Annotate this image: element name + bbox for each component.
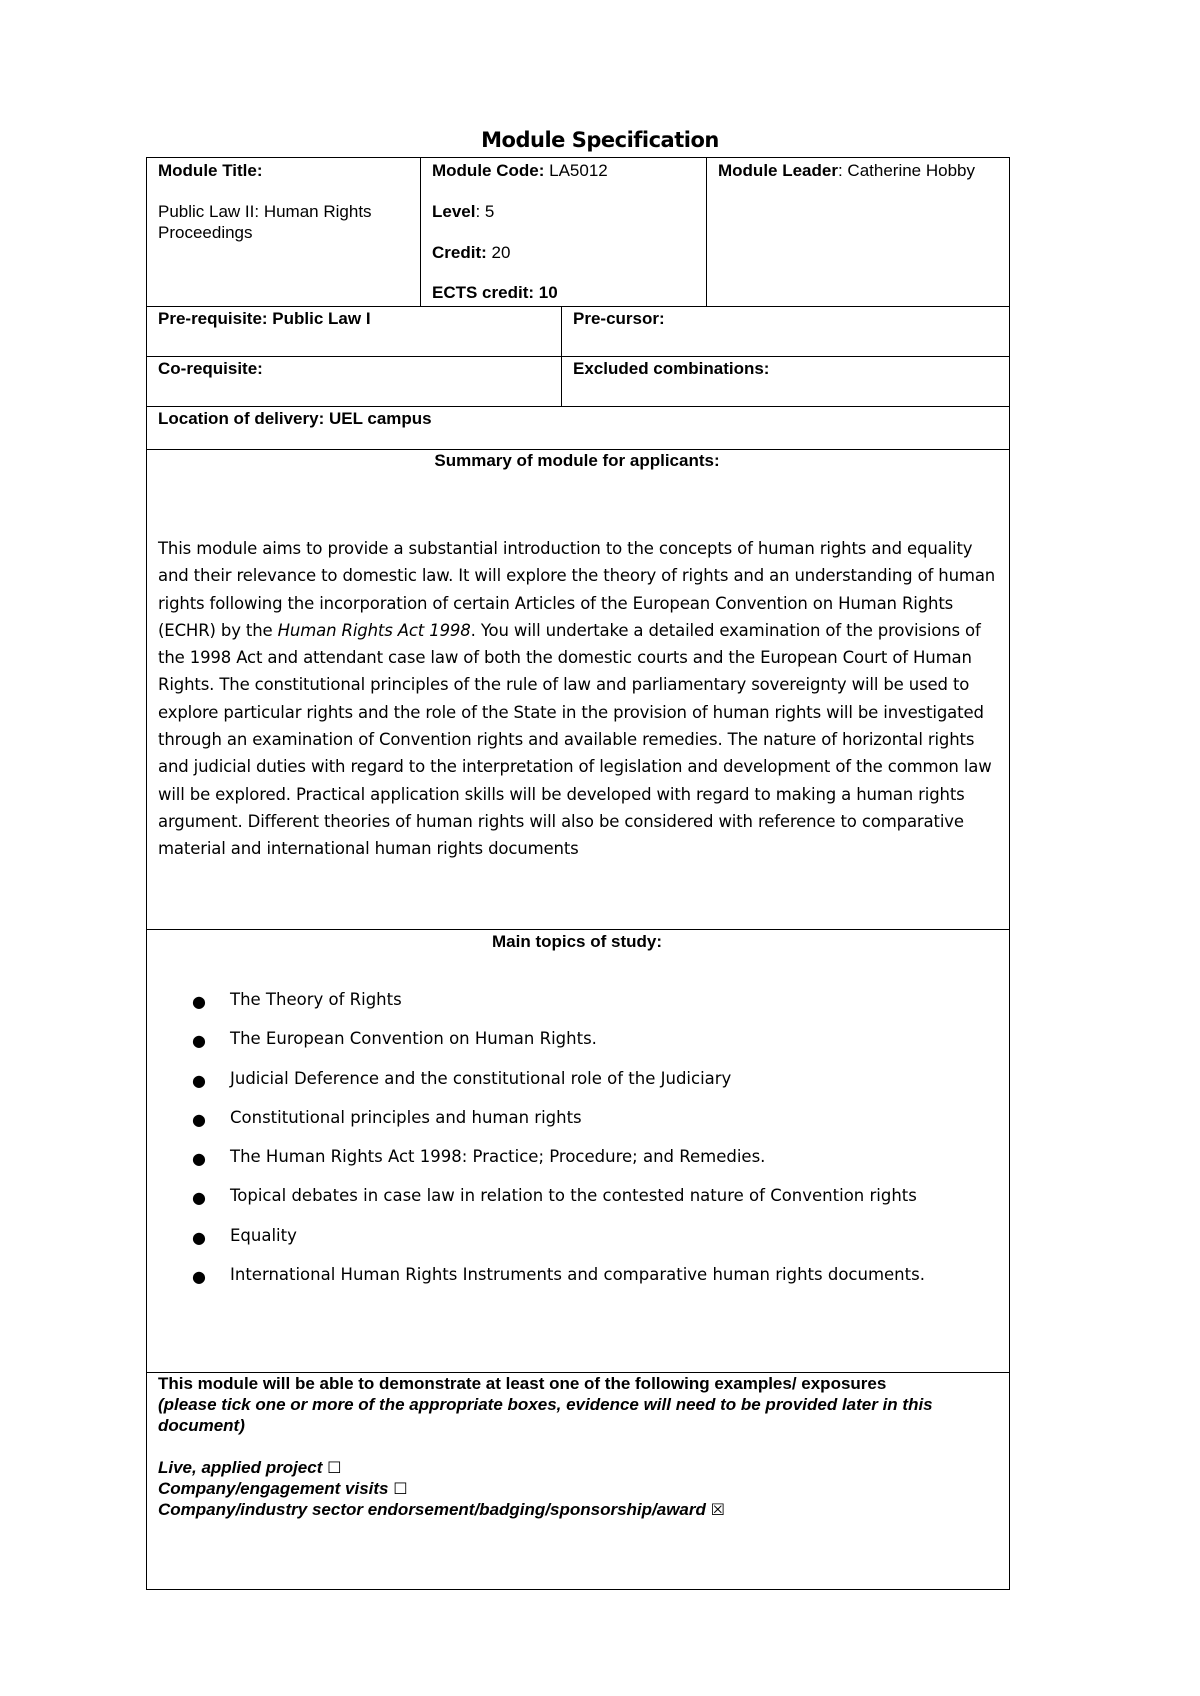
list-item: ● The Theory of Rights bbox=[192, 990, 402, 1011]
divider bbox=[146, 449, 1010, 450]
module-code-value: LA5012 bbox=[549, 161, 608, 180]
module-title-label: Module Title: bbox=[158, 161, 263, 180]
bullet-icon: ● bbox=[192, 992, 206, 1011]
bullet-icon: ● bbox=[192, 1149, 206, 1169]
exposures-section bbox=[158, 1373, 998, 1520]
topics-heading: Main topics of study: bbox=[492, 932, 662, 951]
bullet-icon: ● bbox=[192, 1031, 206, 1051]
summary-text-part-2: . You will undertake a detailed examination of the provisions of the 1998 Act and attendant case law of both the domestic courts and the European Court of Human Rights. The constitutional principles of the rule of law and parliamentary sovereignty will be used to explore particular rights and the role of the State in the provision of human rights will be investigated through an examination of Convention rights and available remedies. The nature of horizontal rights and judicial duties with regard to the interpretation of legislation and development of the common law will be explored. Practical application skills will be developed with regard to making a human rights argument. Different theories of human rights will also be considered with reference to comparative material and international human rights documents bbox=[158, 620, 992, 859]
excluded-combinations-cell: Excluded combinations: bbox=[573, 359, 770, 378]
list-item: ● International Human Rights Instruments and comparative human rights documents. bbox=[192, 1265, 925, 1287]
bullet-icon: ● bbox=[192, 1227, 206, 1247]
bullet-icon: ● bbox=[192, 1109, 206, 1129]
module-leader-cell bbox=[718, 160, 1008, 181]
level-label: Level bbox=[432, 202, 476, 221]
credit-value: 20 bbox=[486, 243, 511, 262]
level-value: : 5 bbox=[475, 202, 495, 221]
precursor-cell: Pre-cursor: bbox=[573, 309, 665, 328]
checkbox-checked-icon[interactable]: ☒ bbox=[710, 1500, 725, 1519]
bullet-icon: ● bbox=[192, 1188, 206, 1208]
list-item: ● Equality bbox=[192, 1225, 297, 1247]
checkbox-unchecked-icon[interactable]: ☐ bbox=[393, 1479, 408, 1498]
exposure-option-visits: Company/engagement visits ☐ bbox=[158, 1479, 408, 1498]
divider bbox=[146, 306, 1010, 307]
divider bbox=[706, 157, 707, 306]
page-title: Module Specification bbox=[481, 128, 719, 152]
module-title-cell bbox=[158, 160, 408, 243]
corequisite-cell: Co-requisite: bbox=[158, 359, 263, 378]
exposure-option-endorsement: Company/industry sector endorsement/badging/sponsorship/award ☒ bbox=[158, 1500, 725, 1519]
summary-text-part-1: This module aims to provide a substantial introduction to the concepts of human rights and equality and their relevance to domestic law. It will explore the theory of rights and an understanding of human rights following the incorporation of certain Articles of the European Convention on Human Rights (ECHR) by the bbox=[158, 539, 996, 640]
exposure-option-live-project: Live, applied project ☐ bbox=[158, 1458, 342, 1477]
module-leader-value: : Catherine Hobby bbox=[837, 161, 975, 180]
credit-label: Credit: bbox=[432, 243, 487, 262]
list-item: ● Judicial Deference and the constitutional role of the Judiciary bbox=[192, 1068, 732, 1090]
module-title-value: Public Law II: Human Rights Proceedings bbox=[158, 202, 372, 242]
exposure-note: (please tick one or more of the appropriate boxes, evidence will need to be provided later in this document) bbox=[158, 1395, 933, 1435]
divider bbox=[146, 929, 1010, 930]
prerequisite-cell: Pre-requisite: Public Law I bbox=[158, 309, 371, 328]
summary-heading: Summary of module for applicants: bbox=[434, 451, 720, 470]
list-item: ● Constitutional principles and human rights bbox=[192, 1107, 582, 1129]
ects-credit: ECTS credit: 10 bbox=[432, 283, 558, 302]
summary-text bbox=[158, 535, 998, 863]
location-cell: Location of delivery: UEL campus bbox=[158, 409, 432, 428]
bullet-icon: ● bbox=[192, 1267, 206, 1287]
bullet-icon: ● bbox=[192, 1070, 206, 1090]
topics-list bbox=[190, 990, 925, 1304]
divider bbox=[146, 406, 1010, 407]
divider bbox=[420, 157, 421, 306]
checkbox-unchecked-icon[interactable]: ☐ bbox=[327, 1458, 342, 1477]
module-code-cell bbox=[432, 160, 702, 303]
list-item: ● The European Convention on Human Rights. bbox=[192, 1029, 597, 1051]
list-item: ● Topical debates in case law in relation to the contested nature of Convention rights bbox=[192, 1186, 917, 1208]
module-code-label: Module Code: bbox=[432, 161, 545, 180]
summary-act-name: Human Rights Act 1998 bbox=[277, 620, 471, 640]
list-item: ● The Human Rights Act 1998: Practice; Procedure; and Remedies. bbox=[192, 1147, 766, 1169]
exposure-heading: This module will be able to demonstrate at least one of the following examples/ exposures bbox=[158, 1374, 887, 1393]
divider bbox=[146, 356, 1010, 357]
module-leader-label: Module Leader bbox=[718, 161, 838, 180]
